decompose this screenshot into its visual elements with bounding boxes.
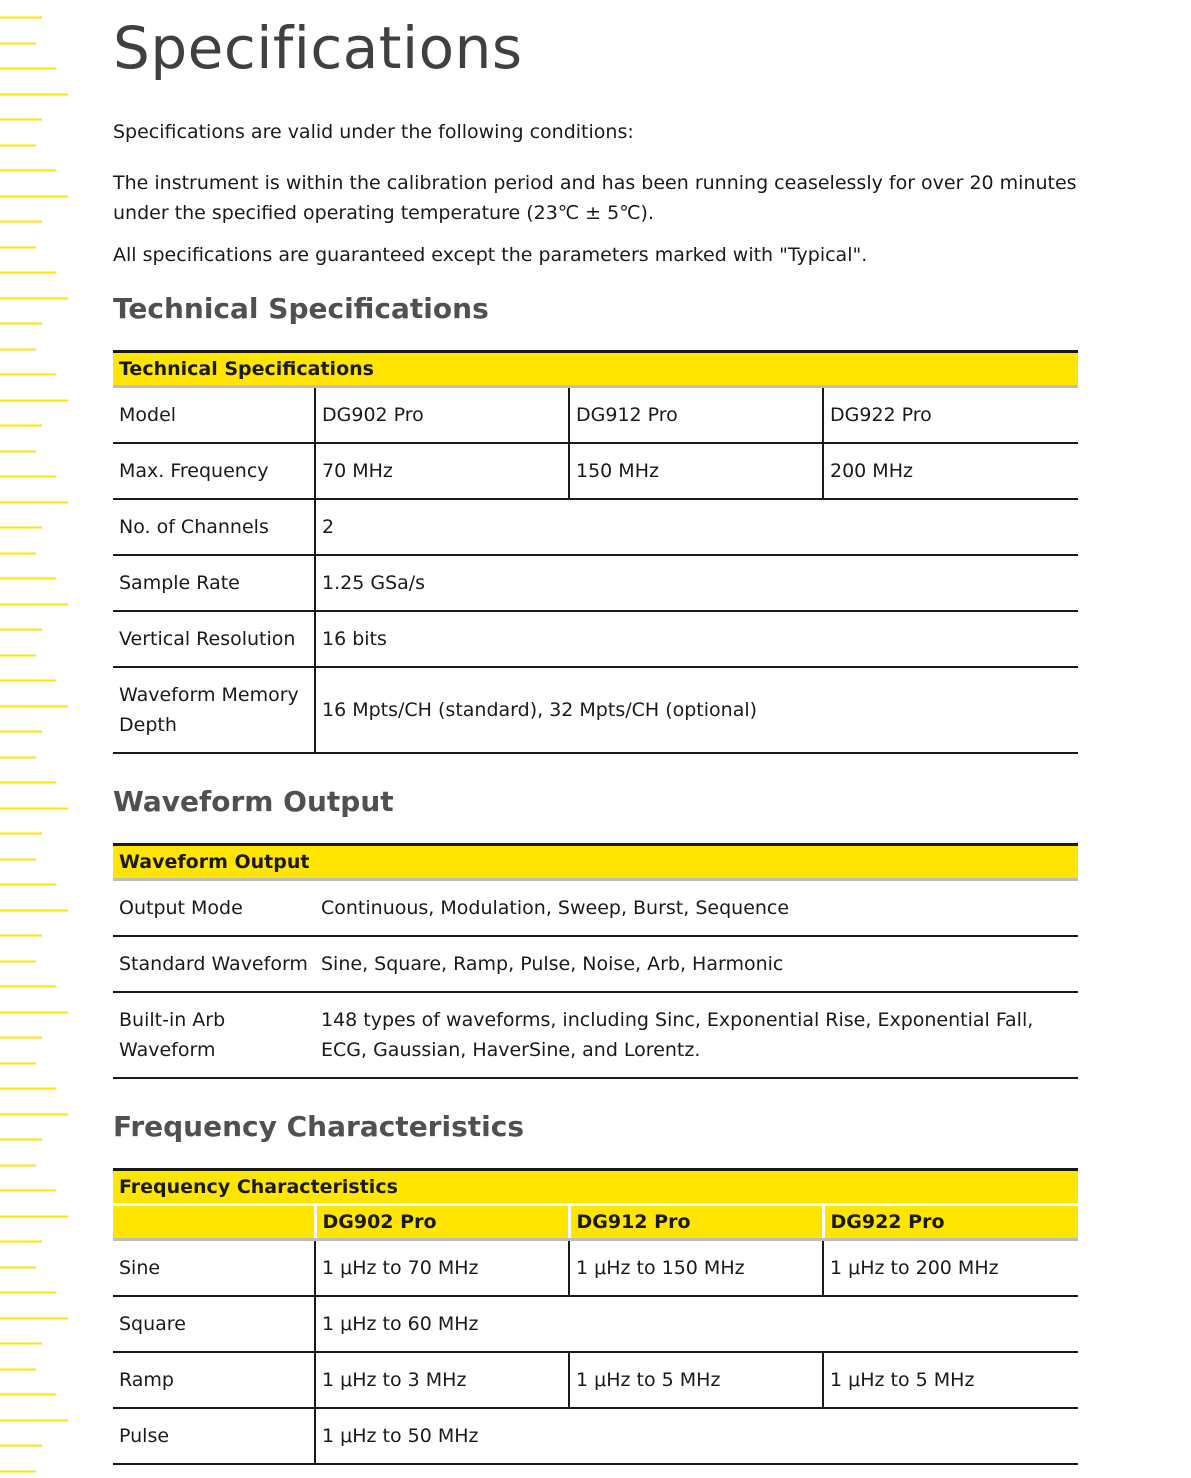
table-row: [113, 880, 1078, 936]
technical-specifications-table: [113, 350, 1078, 754]
table-row: [113, 936, 1078, 992]
table-caption: Technical Specifications: [113, 352, 1078, 387]
cell-value: 1 μHz to 50 MHz: [315, 1408, 1078, 1464]
frequency-characteristics-table: [113, 1168, 1078, 1465]
cell-value: DG912 Pro: [569, 387, 823, 443]
column-header: [113, 1205, 315, 1240]
cell-value: 16 Mpts/CH (standard), 32 Mpts/CH (optional): [315, 667, 1078, 753]
decorative-margin-lines: [0, 0, 80, 1478]
cell-value: 1 μHz to 3 MHz: [315, 1352, 569, 1408]
cell-value: 1 μHz to 70 MHz: [315, 1240, 569, 1296]
row-label: Model: [113, 387, 315, 443]
table-row: [113, 1296, 1078, 1352]
row-label: Square: [113, 1296, 315, 1352]
row-label: Max. Frequency: [113, 443, 315, 499]
row-label: Built-in Arb Waveform: [113, 992, 315, 1078]
table-row: [113, 555, 1078, 611]
cell-value: Continuous, Modulation, Sweep, Burst, Sequence: [315, 880, 1078, 936]
table-caption-row: [113, 1170, 1078, 1205]
cell-value: 1.25 GSa/s: [315, 555, 1078, 611]
column-header: DG912 Pro: [569, 1205, 823, 1240]
intro-guarantee: All specifications are guaranteed except the parameters marked with "Typical".: [113, 244, 868, 266]
row-label: Waveform Memory Depth: [113, 667, 315, 753]
cell-value: 1 μHz to 5 MHz: [823, 1352, 1078, 1408]
table-caption-row: [113, 845, 1078, 880]
row-label: Sine: [113, 1240, 315, 1296]
cell-value: 70 MHz: [315, 443, 569, 499]
column-header: DG922 Pro: [823, 1205, 1078, 1240]
cell-value: 2: [315, 499, 1078, 555]
table-row: [113, 667, 1078, 753]
intro-text: [113, 117, 1078, 270]
page-title: Specifications: [113, 14, 523, 82]
cell-value: 200 MHz: [823, 443, 1078, 499]
row-label: Output Mode: [113, 880, 315, 936]
row-label: Vertical Resolution: [113, 611, 315, 667]
cell-value: DG922 Pro: [823, 387, 1078, 443]
cell-value: 1 μHz to 150 MHz: [569, 1240, 823, 1296]
table-row: [113, 992, 1078, 1078]
table-row: [113, 387, 1078, 443]
heading-technical-specifications: Technical Specifications: [113, 292, 489, 325]
row-label: Standard Waveform: [113, 936, 315, 992]
row-label: No. of Channels: [113, 499, 315, 555]
column-header: DG902 Pro: [315, 1205, 569, 1240]
table-row: [113, 443, 1078, 499]
row-label: Pulse: [113, 1408, 315, 1464]
table-row: [113, 611, 1078, 667]
cell-value: 148 types of waveforms, including Sinc, Exponential Rise, Exponential Fall, ECG, Gaussian, HaverSine, and Lorentz.: [315, 992, 1078, 1078]
cell-value: 1 μHz to 60 MHz: [315, 1296, 1078, 1352]
cell-value: 16 bits: [315, 611, 1078, 667]
table-caption-row: [113, 352, 1078, 387]
row-label: Sample Rate: [113, 555, 315, 611]
table-row: [113, 499, 1078, 555]
table-caption: Waveform Output: [113, 845, 1078, 880]
cell-value: 1 μHz to 5 MHz: [569, 1352, 823, 1408]
table-caption: Frequency Characteristics: [113, 1170, 1078, 1205]
table-row: [113, 1240, 1078, 1296]
heading-waveform-output: Waveform Output: [113, 785, 394, 818]
waveform-output-table: [113, 843, 1078, 1079]
intro-conditions: Specifications are valid under the following conditions:: [113, 121, 634, 143]
cell-value: 150 MHz: [569, 443, 823, 499]
table-row: [113, 1408, 1078, 1464]
cell-value: DG902 Pro: [315, 387, 569, 443]
cell-value: Sine, Square, Ramp, Pulse, Noise, Arb, Harmonic: [315, 936, 1078, 992]
cell-value: 1 μHz to 200 MHz: [823, 1240, 1078, 1296]
table-header-row: [113, 1205, 1078, 1240]
intro-calibration: The instrument is within the calibration period and has been running ceaselessly for over 20 minutes under the specified operating temperature (23℃ ± 5℃).: [113, 172, 1077, 224]
table-row: [113, 1352, 1078, 1408]
row-label: Ramp: [113, 1352, 315, 1408]
heading-frequency-characteristics: Frequency Characteristics: [113, 1110, 525, 1143]
